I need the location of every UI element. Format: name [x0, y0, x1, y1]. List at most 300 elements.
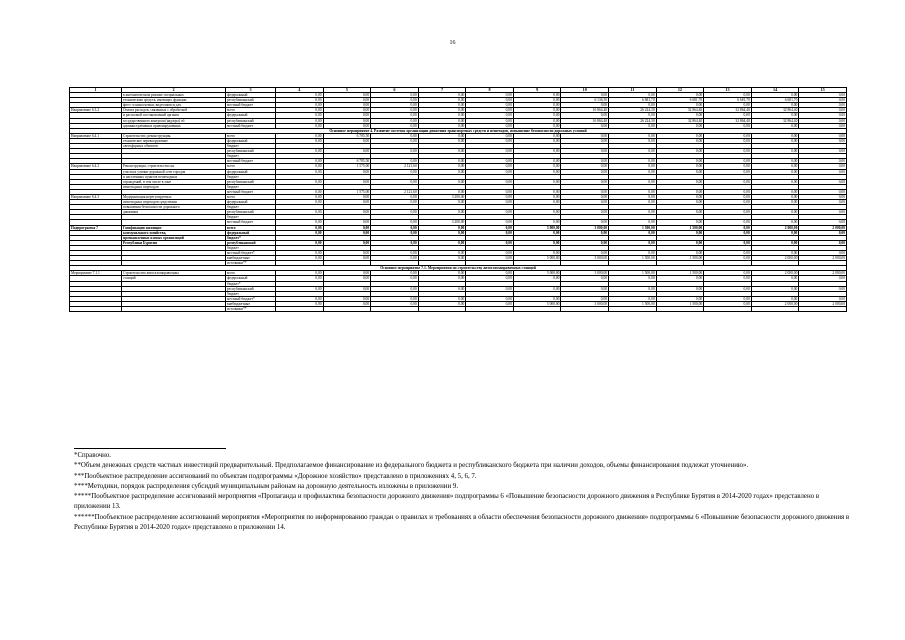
value-cell: 0,00 — [609, 200, 657, 205]
value-cell: 0,00 — [466, 123, 514, 128]
direction-cell: Направление 6.4.3 — [70, 194, 122, 199]
footnote: **Объем денежных средств частных инвестиций предварительный. Предполагаемое финансирование из федерального бюджета и республиканского бюджета при наличии доходов, объемы финансирования подлежат уточнению». — [74, 462, 749, 470]
funding-source-cell: бюджет — [226, 144, 276, 149]
value-cell: 0,00 — [609, 169, 657, 174]
footnote: ******Пообъектное распределение ассигнований мероприятия «Мероприятия по информированию граждан о правилах и требованиях в области обеспечения безопасности дорожного движения» подпрограммы 6 «Повышение безопасности дорожного движения в Республике Бурятия в 2014-2020 годах» представлено в приложении 14. — [74, 513, 850, 532]
value-cell: 3 000,00 — [561, 256, 609, 261]
value-cell: 0,00 — [276, 296, 324, 301]
value-cell: 0,00 — [323, 296, 371, 301]
value-cell: 0,00 — [751, 200, 799, 205]
activity-name-cell: пешеходных переходов средствами — [122, 200, 226, 205]
activity-name-cell — [122, 307, 226, 312]
value-cell: 32 864,40 — [704, 108, 752, 113]
funding-source-cell: республиканский — [226, 210, 276, 215]
value-cell: 0,00 — [276, 301, 324, 306]
value-cell: 32 864,40 — [656, 118, 704, 123]
value-cell: 0,00 — [656, 133, 704, 138]
value-cell: 0,00 — [561, 189, 609, 194]
value-cell: 0,00 — [513, 93, 561, 98]
value-cell: 0,00 — [418, 286, 466, 291]
value-cell: 0,00 — [609, 251, 657, 256]
value-cell: 0,00 — [609, 230, 657, 235]
footnotes — [74, 451, 854, 533]
value-cell: 0,00 — [704, 286, 752, 291]
value-cell: 0,00 — [561, 103, 609, 108]
funding-source-cell: внебюджетные — [226, 301, 276, 306]
value-cell: 0,00 — [276, 200, 324, 205]
value-cell: 16 864,40 — [561, 108, 609, 113]
value-cell: 0,00 — [466, 271, 514, 276]
value-cell: 0,00 — [561, 296, 609, 301]
value-cell: 0,00 — [751, 286, 799, 291]
column-header-5: 5 — [323, 88, 371, 93]
value-cell: 0,00 — [799, 103, 847, 108]
column-header-8: 8 — [466, 88, 514, 93]
value-cell: 0,00 — [513, 210, 561, 215]
value-cell: 0,00 — [704, 103, 752, 108]
value-cell: 0,00 — [418, 159, 466, 164]
activity-name-cell: светофорных объектов — [122, 144, 226, 149]
value-cell: 2 121,60 — [371, 189, 419, 194]
value-cell: 0,00 — [751, 240, 799, 245]
value-cell: 2 000,00 — [799, 301, 847, 306]
funding-source-cell: местный бюджет — [226, 159, 276, 164]
value-cell: 0,00 — [656, 103, 704, 108]
funding-source-cell: бюджет — [226, 174, 276, 179]
value-cell: 0,00 — [751, 149, 799, 154]
direction-cell: Направление 6.4.1 — [70, 133, 122, 138]
value-cell: 0,00 — [371, 240, 419, 245]
value-cell: 6 681,70 — [704, 98, 752, 103]
value-cell: 0,00 — [513, 98, 561, 103]
value-cell: 0,00 — [561, 123, 609, 128]
value-cell: 0,00 — [513, 240, 561, 245]
value-cell: 0,00 — [561, 159, 609, 164]
value-cell: 3 000,00 — [561, 225, 609, 230]
value-cell: 0,00 — [466, 276, 514, 281]
value-cell: 0,00 — [513, 118, 561, 123]
footnote: ***Пообъектное распределение ассигнований по объектам подпрограммы «Дорожное хозяйство» представлено в приложениях 4, 5, 6, 7. — [74, 472, 477, 480]
value-cell: 1 500,00 — [656, 225, 704, 230]
value-cell: 0,00 — [513, 276, 561, 281]
value-cell — [418, 307, 466, 312]
activity-name-cell: ограждений, в том числе в зоне — [122, 179, 226, 184]
value-cell: 0,00 — [751, 103, 799, 108]
value-cell: 0,00 — [418, 251, 466, 256]
value-cell: 0,00 — [466, 230, 514, 235]
activity-name-cell: станций — [122, 276, 226, 281]
value-cell: 0,00 — [513, 164, 561, 169]
column-header-6: 6 — [371, 88, 419, 93]
value-cell: 0,00 — [513, 200, 561, 205]
value-cell: 0,00 — [609, 123, 657, 128]
value-cell: 0,00 — [656, 159, 704, 164]
value-cell: 6 785,50 — [323, 133, 371, 138]
value-cell: 0,00 — [609, 220, 657, 225]
value-cell: 1 500,00 — [609, 225, 657, 230]
value-cell: 0,00 — [466, 93, 514, 98]
value-cell: 0,00 — [799, 138, 847, 143]
value-cell: 0,00 — [609, 179, 657, 184]
value-cell: 0,00 — [276, 98, 324, 103]
value-cell: 0,00 — [276, 251, 324, 256]
value-cell: 0,00 — [609, 103, 657, 108]
value-cell: 0,00 — [323, 118, 371, 123]
value-cell: 0,00 — [276, 230, 324, 235]
value-cell: 0,00 — [276, 103, 324, 108]
value-cell: 0,00 — [371, 118, 419, 123]
value-cell: 0,00 — [371, 149, 419, 154]
value-cell: 0,00 — [371, 98, 419, 103]
value-cell: 0,00 — [751, 189, 799, 194]
value-cell: 0,00 — [704, 123, 752, 128]
value-cell: 0,00 — [799, 200, 847, 205]
value-cell: 32 864,40 — [656, 108, 704, 113]
value-cell: 0,00 — [751, 93, 799, 98]
value-cell: 0,00 — [704, 296, 752, 301]
value-cell: 0,00 — [418, 240, 466, 245]
value-cell: 2 121,60 — [371, 164, 419, 169]
value-cell: 0,00 — [799, 93, 847, 98]
direction-cell — [70, 307, 122, 312]
column-header-14: 14 — [751, 88, 799, 93]
value-cell: 0,00 — [323, 276, 371, 281]
value-cell: 0,00 — [799, 296, 847, 301]
value-cell: 0,00 — [418, 93, 466, 98]
funding-source-cell: местный бюджет — [226, 189, 276, 194]
value-cell: 0,00 — [656, 93, 704, 98]
value-cell: 0,00 — [513, 113, 561, 118]
value-cell: 0,00 — [418, 296, 466, 301]
value-cell: 0,00 — [466, 113, 514, 118]
value-cell: 1 500,00 — [609, 271, 657, 276]
value-cell: 0,00 — [276, 113, 324, 118]
value-cell: 0,00 — [656, 220, 704, 225]
funding-source-cell: бюджет — [226, 215, 276, 220]
value-cell: 0,00 — [751, 138, 799, 143]
value-cell: 0,00 — [466, 133, 514, 138]
value-cell: 1 500,00 — [656, 256, 704, 261]
value-cell: 1 575,00 — [323, 164, 371, 169]
value-cell: 0,00 — [561, 138, 609, 143]
value-cell: 26 224,30 — [609, 108, 657, 113]
funding-source-cell: местный бюджет — [226, 220, 276, 225]
value-cell: 0,00 — [466, 179, 514, 184]
funding-source-cell: всего — [226, 164, 276, 169]
value-cell: 0,00 — [323, 93, 371, 98]
value-cell: 0,00 — [466, 220, 514, 225]
funding-source-cell: источники** — [226, 307, 276, 312]
value-cell: 0,00 — [704, 225, 752, 230]
value-cell: 0,00 — [418, 301, 466, 306]
activity-name-cell: Оплата расходов, связанных с обработкой — [122, 108, 226, 113]
value-cell: 0,00 — [751, 194, 799, 199]
value-cell: 0,00 — [704, 189, 752, 194]
value-cell: 0,00 — [561, 179, 609, 184]
value-cell: 0,00 — [418, 113, 466, 118]
funding-source-cell: местный бюджет — [226, 123, 276, 128]
value-cell: 0,00 — [561, 93, 609, 98]
value-cell: 0,00 — [276, 286, 324, 291]
value-cell: 2 000,00 — [799, 225, 847, 230]
value-cell: 0,00 — [799, 240, 847, 245]
value-cell: 1 500,00 — [656, 301, 704, 306]
value-cell: 0,00 — [609, 133, 657, 138]
value-cell: 0,00 — [466, 200, 514, 205]
value-cell: 0,00 — [371, 200, 419, 205]
value-cell: 0,00 — [418, 179, 466, 184]
value-cell: 0,00 — [704, 220, 752, 225]
value-cell: 0,00 — [799, 113, 847, 118]
column-header-1: 1 — [70, 88, 122, 93]
value-cell: 3 000,00 — [561, 271, 609, 276]
section-title: Основное мероприятие 4. Развитие системы организации движения транспортных средств и пешеходов, повышение безопасности дорожных условий — [70, 128, 847, 133]
funding-source-cell: бюджет — [226, 154, 276, 159]
value-cell: 0,00 — [466, 98, 514, 103]
value-cell: 0,00 — [513, 286, 561, 291]
value-cell: 0,00 — [704, 164, 752, 169]
value-cell: 0,00 — [609, 149, 657, 154]
value-cell: 0,00 — [656, 276, 704, 281]
value-cell: 0,00 — [466, 240, 514, 245]
value-cell: 0,00 — [656, 169, 704, 174]
value-cell: 3 200,00 — [418, 220, 466, 225]
activity-name-cell: государственного контроля (надзора) об — [122, 118, 226, 123]
value-cell: 0,00 — [371, 230, 419, 235]
funding-source-cell: республиканский — [226, 98, 276, 103]
footnote: ****Методики, порядок распределения субсидий муниципальным районам на дорожную деятельность изложены в приложении 9. — [74, 482, 459, 490]
direction-cell: Направление 6.4.2 — [70, 164, 122, 169]
value-cell — [656, 307, 704, 312]
value-cell: 0,00 — [799, 194, 847, 199]
funding-source-cell: всего — [226, 133, 276, 138]
funding-source-cell: бюджет — [226, 184, 276, 189]
value-cell: 0,00 — [704, 179, 752, 184]
value-cell: 0,00 — [466, 108, 514, 113]
value-cell: 0,00 — [466, 103, 514, 108]
value-cell: 0,00 — [371, 276, 419, 281]
value-cell — [466, 307, 514, 312]
value-cell: 0,00 — [799, 189, 847, 194]
value-cell: 0,00 — [513, 230, 561, 235]
column-header-3: 3 — [226, 88, 276, 93]
value-cell: 0,00 — [799, 220, 847, 225]
activity-name-cell: Республики Бурятия — [122, 240, 226, 245]
value-cell: 0,00 — [418, 189, 466, 194]
value-cell: 0,00 — [751, 230, 799, 235]
value-cell: 0,00 — [418, 103, 466, 108]
value-cell: 1 500,00 — [609, 301, 657, 306]
value-cell: 0,00 — [323, 108, 371, 113]
funding-source-cell: республиканский — [226, 286, 276, 291]
value-cell: 0,00 — [799, 149, 847, 154]
value-cell: 0,00 — [799, 169, 847, 174]
value-cell: 0,00 — [704, 194, 752, 199]
value-cell — [276, 307, 324, 312]
value-cell: 0,00 — [656, 113, 704, 118]
value-cell: 0,00 — [609, 276, 657, 281]
funding-source-cell: бюджет — [226, 245, 276, 250]
value-cell: 0,00 — [704, 93, 752, 98]
section-title: Основное мероприятие 7.1. Мероприятия по строительству автогазозаправочных станций — [70, 266, 847, 271]
funding-source-cell: местный бюджет* — [226, 251, 276, 256]
value-cell: 0,00 — [371, 103, 419, 108]
value-cell: 0,00 — [704, 210, 752, 215]
value-cell: 0,00 — [323, 123, 371, 128]
value-cell: 0,00 — [418, 164, 466, 169]
value-cell: 2 000,00 — [751, 225, 799, 230]
funding-source-cell: республиканский — [226, 179, 276, 184]
value-cell: 0,00 — [276, 210, 324, 215]
value-cell: 0,00 — [371, 179, 419, 184]
value-cell: 0,00 — [371, 225, 419, 230]
value-cell: 0,00 — [513, 220, 561, 225]
value-cell: 5 000,00 — [513, 225, 561, 230]
value-cell: 0,00 — [561, 169, 609, 174]
value-cell: 0,00 — [371, 301, 419, 306]
value-cell: 0,00 — [276, 220, 324, 225]
value-cell: 0,00 — [799, 98, 847, 103]
value-cell: 0,00 — [561, 251, 609, 256]
value-cell: 5 000,00 — [513, 271, 561, 276]
funding-source-cell: республиканский — [226, 149, 276, 154]
value-cell: 0,00 — [466, 210, 514, 215]
value-cell: 0,00 — [466, 251, 514, 256]
page-number: 16 — [449, 40, 456, 46]
value-cell: 0,00 — [561, 194, 609, 199]
value-cell: 32 864,40 — [751, 108, 799, 113]
value-cell: 0,00 — [513, 123, 561, 128]
value-cell: 0,00 — [418, 98, 466, 103]
value-cell: 0,00 — [418, 225, 466, 230]
value-cell: 0,00 — [561, 286, 609, 291]
value-cell: 0,00 — [276, 138, 324, 143]
value-cell: 0,00 — [371, 251, 419, 256]
footnote-divider — [74, 448, 226, 449]
value-cell: 0,00 — [561, 230, 609, 235]
value-cell: 0,00 — [799, 286, 847, 291]
value-cell: 0,00 — [513, 194, 561, 199]
value-cell: 0,00 — [371, 296, 419, 301]
value-cell: 0,00 — [276, 194, 324, 199]
value-cell: 0,00 — [704, 256, 752, 261]
value-cell: 0,00 — [466, 169, 514, 174]
activity-name-cell: движения — [122, 210, 226, 215]
value-cell: 0,00 — [656, 200, 704, 205]
value-cell: 0,00 — [418, 149, 466, 154]
value-cell: 0,00 — [513, 149, 561, 154]
value-cell: 0,00 — [561, 164, 609, 169]
value-cell: 32 864,40 — [751, 118, 799, 123]
value-cell: 0,00 — [704, 276, 752, 281]
value-cell: 0,00 — [466, 164, 514, 169]
value-cell: 5 000,00 — [513, 301, 561, 306]
value-cell: 0,00 — [609, 286, 657, 291]
value-cell: 0,00 — [323, 169, 371, 174]
value-cell: 0,00 — [323, 98, 371, 103]
value-cell: 16 864,40 — [561, 118, 609, 123]
value-cell: 0,00 — [799, 251, 847, 256]
value-cell: 0,00 — [799, 108, 847, 113]
value-cell: 0,00 — [609, 189, 657, 194]
funding-source-cell: федеральный — [226, 200, 276, 205]
value-cell: 0,00 — [276, 159, 324, 164]
value-cell: 0,00 — [656, 123, 704, 128]
value-cell: 0,00 — [276, 123, 324, 128]
value-cell: 32 864,40 — [704, 118, 752, 123]
value-cell: 0,00 — [561, 133, 609, 138]
funding-source-cell: федеральный — [226, 113, 276, 118]
funding-source-cell: источники** — [226, 261, 276, 266]
value-cell: 0,00 — [609, 296, 657, 301]
funding-source-cell: республиканский — [226, 240, 276, 245]
activity-name-cell: промышленных и иных организаций — [122, 235, 226, 240]
value-cell: 0,00 — [656, 240, 704, 245]
value-cell: 0,00 — [704, 113, 752, 118]
value-cell: 0,00 — [323, 113, 371, 118]
value-cell: 0,00 — [704, 138, 752, 143]
activity-name-cell: и рассылкой постановлений органов — [122, 113, 226, 118]
value-cell: 0,00 — [276, 256, 324, 261]
value-cell: 0,00 — [704, 159, 752, 164]
value-cell — [513, 307, 561, 312]
activity-name-cell: Газификация жилищно- — [122, 225, 226, 230]
value-cell: 0,00 — [656, 179, 704, 184]
value-cell: 0,00 — [609, 164, 657, 169]
value-cell: 5 000,00 — [513, 256, 561, 261]
value-cell: 0,00 — [323, 138, 371, 143]
value-cell: 0,00 — [371, 93, 419, 98]
value-cell: 0,00 — [418, 210, 466, 215]
value-cell: 0,00 — [323, 301, 371, 306]
value-cell: 0,00 — [466, 256, 514, 261]
funding-source-cell: бюджет — [226, 291, 276, 296]
value-cell: 0,00 — [323, 200, 371, 205]
value-cell: 0,00 — [513, 251, 561, 256]
value-cell: 0,00 — [276, 179, 324, 184]
value-cell: 0,00 — [704, 251, 752, 256]
value-cell: 0,00 — [323, 271, 371, 276]
value-cell: 0,00 — [371, 194, 419, 199]
value-cell: 0,00 — [323, 251, 371, 256]
activity-name-cell: административных правонарушениях — [122, 123, 226, 128]
funding-source-cell: всего — [226, 271, 276, 276]
value-cell: 0,00 — [323, 286, 371, 291]
value-cell: 0,00 — [371, 138, 419, 143]
value-cell: 0,00 — [561, 240, 609, 245]
value-cell: 0,00 — [371, 159, 419, 164]
value-cell: 0,00 — [371, 286, 419, 291]
value-cell: 0,00 — [751, 159, 799, 164]
value-cell — [609, 307, 657, 312]
footnote: *Справочно. — [74, 452, 112, 459]
value-cell: 0,00 — [704, 271, 752, 276]
value-cell — [371, 307, 419, 312]
value-cell: 0,00 — [418, 230, 466, 235]
activity-name-cell: в ангоматическом режиме специальных — [122, 93, 226, 98]
value-cell: 1 500,00 — [656, 271, 704, 276]
value-cell: 0,00 — [704, 133, 752, 138]
value-cell: 0,00 — [371, 133, 419, 138]
value-cell: 6 681,70 — [656, 98, 704, 103]
funding-source-cell: бюджет* — [226, 281, 276, 286]
value-cell: 0,00 — [371, 108, 419, 113]
value-cell: 0,00 — [371, 210, 419, 215]
funding-source-cell: федеральный — [226, 138, 276, 143]
value-cell: 0,00 — [466, 301, 514, 306]
value-cell: 0,00 — [371, 271, 419, 276]
value-cell: 0,00 — [751, 276, 799, 281]
